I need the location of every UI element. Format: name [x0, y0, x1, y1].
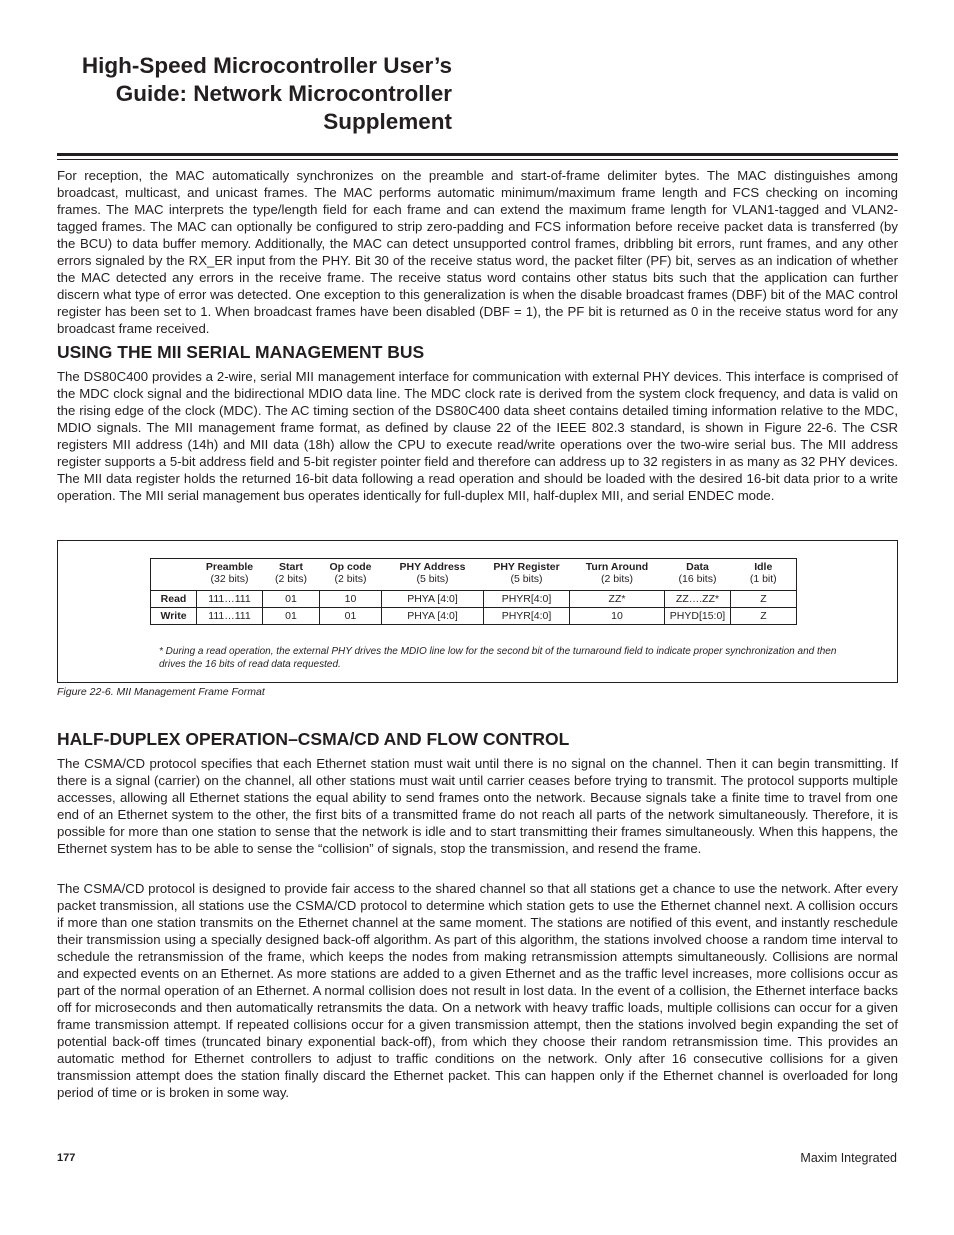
column-header: Op code — [320, 559, 382, 574]
table-cell: 10 — [320, 591, 382, 608]
csma-paragraph-2: The CSMA/CD protocol is designed to provide fair access to the shared channel so that all stations get a chance to use the network. After every packet transmission, all stations use the CSMA/CD protocol to determine which station gets to use the Ethernet channel next. A collision occurs if more than one station transmits on the Ethernet channel at the same moment. The stations are notified of this event, and instantly reschedule their transmission using a specially designed back-off algorithm. As part of this algorithm, the stations involved choose a random time interval to schedule the retransmission of the frame, which keeps the nodes from making retransmission attempts simultaneously. Collisions are normal and expected events on an Ethernet. As more stations are added to a given Ethernet and as the traffic level increases, more collisions occur as part of the normal operation of an Ethernet. A normal collision does not result in lost data. In the event of a collision, the Ethernet interface backs off for microseconds and then automatically retransmits the data. On a network with heavy traffic loads, multiple collisions can occur for a given frame transmission attempt. If repeated collisions occur for a given transmission attempt, then the stations involved begin expanding the set of potential back-off times (truncated binary exponential back-off), from which they choose their random retransmission time. This provides an automatic method for Ethernet controllers to adjust to traffic conditions on the network. Only after 16 consecutive collisions for a given transmission attempt does the station finally discard the Ethernet packet. This can happen only if the Ethernet channel is overloaded for long period of time or is broken in some way. — [57, 881, 898, 1100]
column-bits: (5 bits) — [510, 573, 543, 585]
column-bits: (5 bits) — [416, 573, 449, 585]
document-title — [60, 52, 452, 136]
table-cell: Z — [731, 591, 797, 608]
column-header: Idle — [731, 559, 797, 574]
table-header-row — [151, 559, 797, 574]
table-cell: PHYR[4:0] — [484, 608, 570, 625]
title-line: High-Speed Microcontroller User’s — [81, 53, 452, 78]
column-bits: (2 bits) — [274, 573, 308, 585]
table-cell: PHYA [4:0] — [382, 591, 484, 608]
table-cell: 111…111 — [197, 591, 263, 608]
column-header: PHY Register — [484, 559, 570, 574]
figure-footnote: * During a read operation, the external PHY drives the MDIO line low for the second bit of the turnaround field to indicate proper synchronization and then drives the 16 bits of read data requested. — [159, 646, 837, 670]
csma-paragraph-1: The CSMA/CD protocol specifies that each Ethernet station must wait until there is no signal on the channel. Then it can begin transmitting. If there is a signal (carrier) on the channel, all other stations must wait until carrier ceases before trying to transmit. The protocol supports multiple accesses, allowing all Ethernet stations the equal ability to send frames onto the network. Because signals take a finite time to travel from one end of an Ethernet system to the other, the first bits of a transmitted frame do not reach all parts of the network simultaneously. Therefore, it is possible for more than one station to sense that the network is idle and to start transmitting their frames simultaneously. When this happens, the Ethernet system has to be able to sense the “collision” of signals, stop the transmission, and resend the frame. — [57, 756, 898, 856]
table-cell: 111…111 — [197, 608, 263, 625]
corner-cell — [151, 559, 197, 574]
section-heading-mii: USING THE MII SERIAL MANAGEMENT BUS — [57, 342, 425, 362]
title-line: Guide: Network Microcontroller — [115, 81, 452, 106]
column-header: PHY Address — [382, 559, 484, 574]
header-rule-thin — [57, 159, 898, 160]
column-header: Preamble — [197, 559, 263, 574]
mii-frame-table — [150, 558, 797, 625]
figure-mii-frame-format — [57, 540, 898, 683]
column-header: Start — [263, 559, 320, 574]
publisher-name: Maxim Integrated — [800, 1151, 897, 1165]
column-bits: (2 bits) — [600, 573, 634, 585]
figure-caption: Figure 22-6. MII Management Frame Format — [57, 686, 265, 698]
table-cell: ZZ….ZZ* — [665, 591, 731, 608]
header-rule-thick — [57, 153, 898, 156]
table-cell: PHYR[4:0] — [484, 591, 570, 608]
column-bits: (16 bits) — [678, 573, 717, 585]
table-row — [151, 608, 797, 625]
table-bits-row — [151, 573, 797, 591]
column-bits: (1 bit) — [731, 573, 797, 591]
table-cell: PHYA [4:0] — [382, 608, 484, 625]
mii-paragraph: The DS80C400 provides a 2-wire, serial MII management interface for communication with external PHY devices. This interface is comprised of the MDC clock signal and the bidirectional MDIO data line. The MDC clock rate is derived from the system clock frequency, and data is valid on the rising edge of the clock (MDC). The AC timing section of the DS80C400 data sheet contains detailed timing information relative to the MDC, MDIO signals. The MII management frame format, as defined by clause 22 of the IEEE 802.3 standard, is shown in Figure 22-6. The CSR registers MII address (14h) and MII data (18h) allow the CPU to execute read/write operations over the two-wire serial bus. The MII address register supports a 5-bit address field and 5-bit register pointer field and therefore can address up to 32 registers in as many as 32 PHY devices. The MII data register holds the returned 16-bit data following a read operation and should be loaded with the desired 16-bit data prior to a write operation. The MII serial management bus operates identically for full-duplex MII, half-duplex MII, and serial ENDEC mode. — [57, 369, 898, 503]
column-bits: (32 bits) — [210, 573, 249, 585]
column-header: Turn Around — [570, 559, 665, 574]
table-row — [151, 591, 797, 608]
table-cell: PHYD[15:0] — [665, 608, 731, 625]
table-cell: 01 — [320, 608, 382, 625]
table-cell: 01 — [263, 608, 320, 625]
row-label: Write — [151, 608, 197, 625]
section-heading-csma: HALF-DUPLEX OPERATION–CSMA/CD AND FLOW CONTROL — [57, 729, 570, 749]
row-label: Read — [151, 591, 197, 608]
table-cell: Z — [731, 608, 797, 625]
corner-cell — [151, 573, 197, 591]
column-header: Data — [665, 559, 731, 574]
table-cell: 01 — [263, 591, 320, 608]
title-line: Supplement — [323, 109, 452, 134]
table-cell: ZZ* — [570, 591, 665, 608]
page-number: 177 — [57, 1152, 76, 1164]
column-bits: (2 bits) — [334, 573, 367, 585]
table-cell: 10 — [570, 608, 665, 625]
reception-paragraph: For reception, the MAC automatically synchronizes on the preamble and start-of-frame delimiter bytes. The MAC distinguishes among broadcast, multicast, and unicast frames. The MAC performs automatic minimum/maximum frame length and FCS checking on incoming frames. The MAC interprets the type/length field for each frame and can extend the maximum frame length for VLAN1-tagged and VLAN2-tagged frames. The MAC can optionally be configured to strip zero-padding and FCS information before receive packet data is transferred (by the BCU) to data buffer memory. Additionally, the MAC can detect unsupported control frames, dribbling bit errors, runt frames, and any other errors signaled by the RX_ER input from the PHY. Bit 30 of the receive status word, the packet filter (PF) bit, serves as an indication of whether the MAC detected any errors in the receive frame. The receive status word contains other status bits such that the application can further discern what type of error was detected. One exception to this generalization is when the disable broadcast frames (DBF) bit of the MAC control register has been set to 1. When broadcast frames have been disabled (DBF = 1), the PF bit is returned as 0 in the receive status word for any broadcast frame received. — [57, 168, 898, 336]
